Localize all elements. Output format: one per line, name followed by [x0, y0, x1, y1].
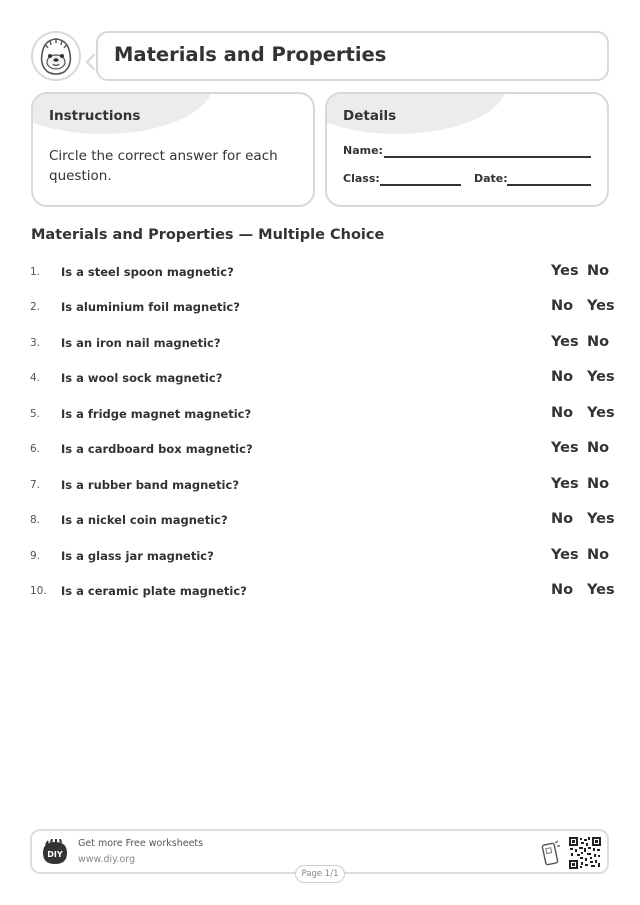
question-row	[30, 440, 610, 462]
section-title: Materials and Properties — Multiple Choice	[31, 227, 385, 243]
instructions-text: Circle the correct answer for each question.	[49, 148, 278, 184]
question-text: Is a fridge magnet magnetic?	[61, 407, 252, 421]
question-text: Is aluminium foil magnetic?	[61, 300, 240, 314]
question-number: 9.	[30, 550, 41, 562]
answer-option[interactable]: Yes	[551, 476, 579, 492]
question-number: 5.	[30, 408, 41, 420]
question-text: Is a rubber band magnetic?	[61, 478, 239, 492]
answer-option[interactable]: No	[551, 298, 574, 314]
class-label: Class:	[343, 172, 380, 185]
answer-option[interactable]: Yes	[551, 334, 579, 350]
mascot-icon	[30, 30, 82, 82]
answer-option[interactable]: No	[587, 547, 610, 563]
instructions-card	[31, 92, 315, 207]
answer-option[interactable]: No	[587, 263, 610, 279]
question-number: 10.	[30, 585, 47, 597]
question-number: 6.	[30, 443, 41, 455]
page-title: Materials and Properties	[114, 43, 387, 66]
question-row	[30, 547, 610, 569]
details-heading: Details	[343, 108, 397, 124]
answer-option[interactable]: Yes	[587, 298, 615, 314]
page-indicator: Page 1/1	[295, 865, 345, 883]
question-text: Is a steel spoon magnetic?	[61, 265, 234, 279]
qr-code-icon[interactable]	[569, 837, 601, 869]
date-field[interactable]	[507, 184, 591, 186]
answer-option[interactable]: Yes	[587, 369, 615, 385]
answer-option[interactable]: Yes	[551, 263, 579, 279]
diy-logo-text: DIY	[47, 850, 63, 859]
question-text: Is a cardboard box magnetic?	[61, 442, 253, 456]
question-row	[30, 369, 615, 391]
name-field[interactable]	[384, 156, 591, 158]
name-label: Name:	[343, 144, 383, 157]
question-number: 3.	[30, 337, 41, 349]
question-row	[30, 298, 615, 320]
answer-option[interactable]: Yes	[587, 511, 615, 527]
answer-option[interactable]: No	[551, 405, 574, 421]
question-number: 4.	[30, 372, 41, 384]
question-row	[30, 511, 615, 533]
answer-option[interactable]: No	[551, 369, 574, 385]
question-row	[30, 476, 610, 498]
answer-option[interactable]: No	[551, 582, 574, 598]
question-text: Is an iron nail magnetic?	[61, 336, 221, 350]
question-row	[30, 582, 615, 604]
answer-option[interactable]: No	[551, 511, 574, 527]
question-row	[30, 334, 610, 356]
footer-url-link[interactable]: www.diy.org	[78, 854, 135, 865]
question-number: 8.	[30, 514, 41, 526]
footer-promo-text: Get more Free worksheets	[78, 838, 204, 849]
class-field[interactable]	[380, 184, 461, 186]
answer-option[interactable]: No	[587, 334, 610, 350]
answer-option[interactable]: Yes	[551, 440, 579, 456]
details-card	[325, 92, 609, 207]
question-number: 7.	[30, 479, 41, 491]
question-number: 2.	[30, 301, 41, 313]
answer-option[interactable]: Yes	[587, 405, 615, 421]
question-text: Is a ceramic plate magnetic?	[61, 584, 247, 598]
question-text: Is a wool sock magnetic?	[61, 371, 223, 385]
question-number: 1.	[30, 266, 41, 278]
question-text: Is a glass jar magnetic?	[61, 549, 214, 563]
answer-option[interactable]: No	[587, 440, 610, 456]
title-box	[96, 31, 609, 81]
instructions-heading: Instructions	[49, 108, 141, 124]
diy-logo-icon[interactable]	[40, 839, 70, 867]
phone-scan-icon	[541, 839, 561, 867]
answer-option[interactable]: Yes	[551, 547, 579, 563]
question-row	[30, 263, 610, 285]
answer-option[interactable]: Yes	[587, 582, 615, 598]
answer-option[interactable]: No	[587, 476, 610, 492]
question-text: Is a nickel coin magnetic?	[61, 513, 228, 527]
question-row	[30, 405, 615, 427]
date-label: Date:	[474, 172, 508, 185]
